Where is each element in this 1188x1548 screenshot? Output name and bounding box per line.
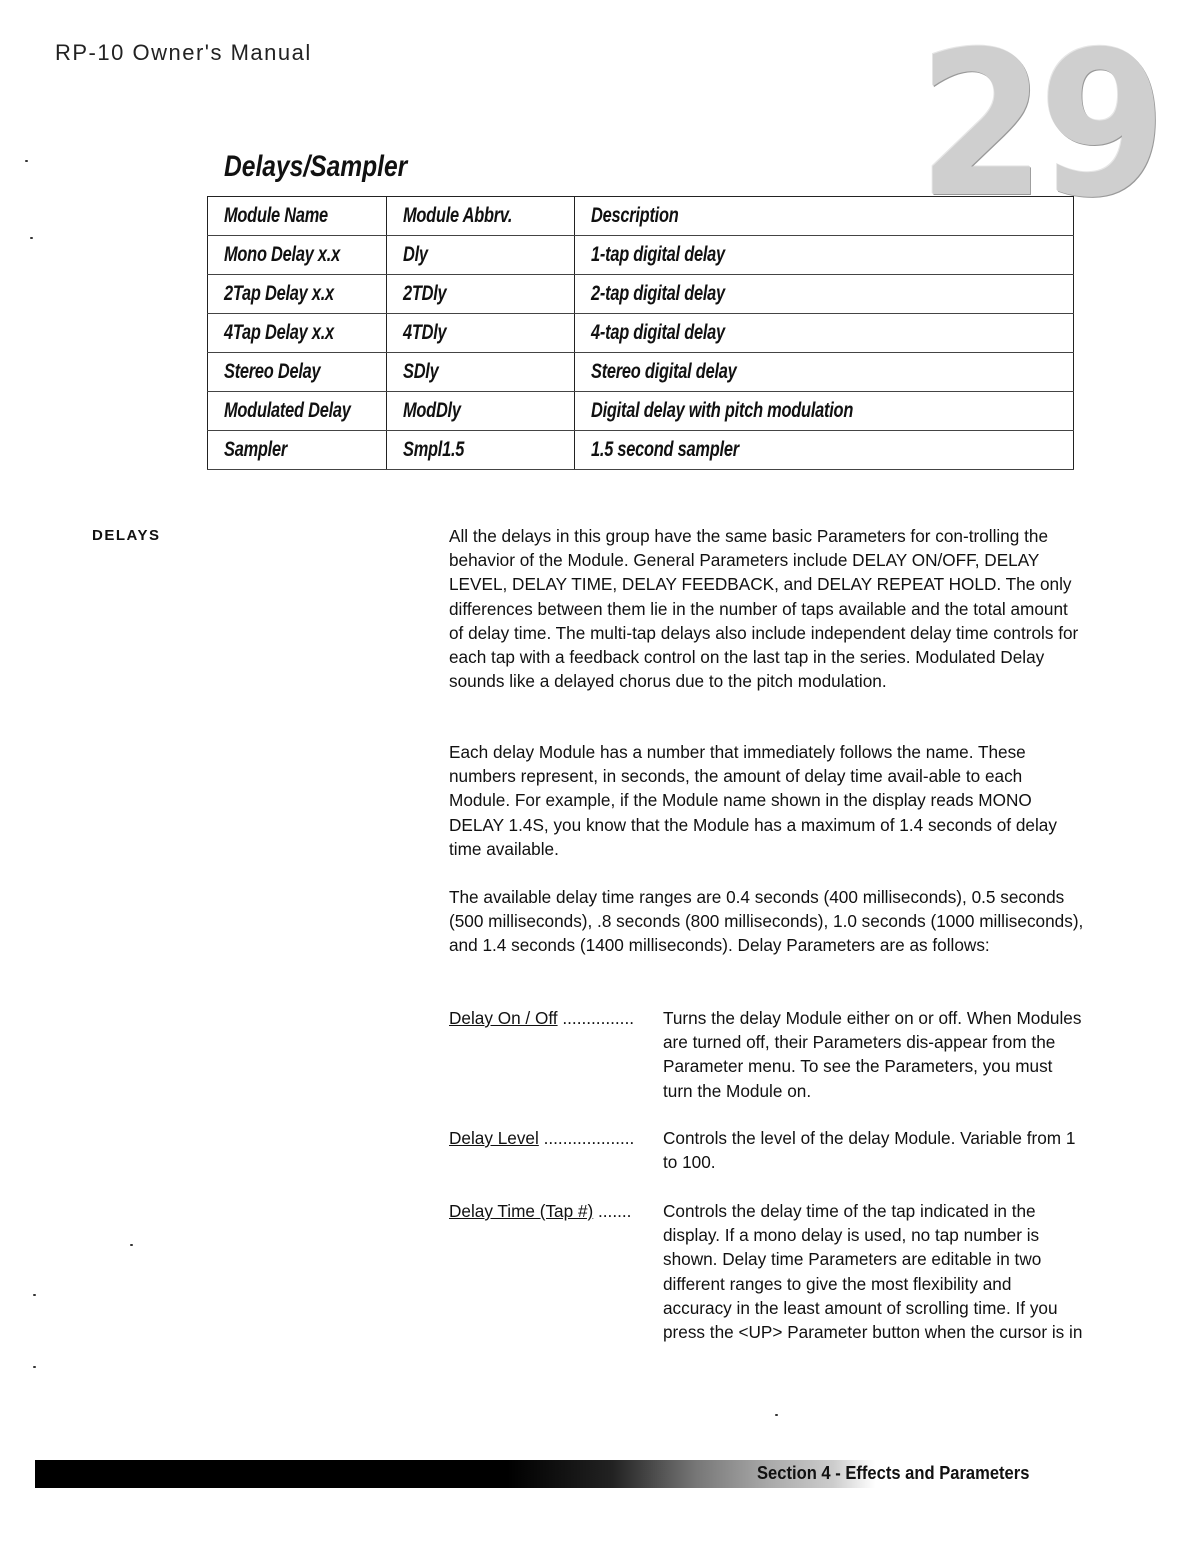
module-name-cell: 2Tap Delay x.x [208,275,387,314]
module-description-cell: 1-tap digital delay [575,236,1074,275]
module-description-cell: 4-tap digital delay [575,314,1074,353]
module-abbrv-cell: Dly [387,236,575,275]
module-name-cell: Mono Delay x.x [208,236,387,275]
manual-title: RP-10 Owner's Manual [55,40,312,65]
module-description-cell: 1.5 second sampler [575,431,1074,470]
module-name-cell: Stereo Delay [208,353,387,392]
module-table [207,196,1074,470]
scan-speck [775,1414,778,1416]
footer-section-label: Section 4 - Effects and Parameters [757,1463,1030,1483]
scan-speck [33,1366,36,1368]
module-abbrv-cell: SDly [387,353,575,392]
module-abbrv-cell: 4TDly [387,314,575,353]
scan-speck [33,1294,36,1296]
module-abbrv-cell: 2TDly [387,275,575,314]
table-row [208,236,1074,275]
module-name-cell: Modulated Delay [208,392,387,431]
page-number: 29 [918,9,1160,242]
table-row [208,431,1074,470]
parameter-term: Delay Level ................... [449,1128,635,1148]
parameter-term: Delay On / Off ............... [449,1008,634,1028]
intro-paragraph: All the delays in this group have the same basic Parameters for con-trolling the behavior of the Module. General Parameters include DELAY ON/OFF, DELAY LEVEL, DELAY TIME, DELAY FEEDBACK, and DELAY REPEAT HOLD. The only differences between them lie in the number of taps available and the total amount of delay time. The multi-tap delays also include independent delay time controls for each tap with a feedback control on the last tap in the series. Modulated Delay sounds like a delayed chorus due to the pitch modulation. [449,526,1079,692]
table-row [208,314,1074,353]
module-description-cell: Digital delay with pitch modulation [575,392,1074,431]
parameter-description: Turns the delay Module either on or off. When Modules are turned off, their Parameters dis-appear from the Parameter menu. To see the Parameters, you must turn the Module on. [663,1008,1082,1101]
module-name-cell: 4Tap Delay x.x [208,314,387,353]
table-row [208,353,1074,392]
parameter-description: Controls the delay time of the tap indicated in the display. If a mono delay is used, no tap number is shown. Delay time Parameters are editable in two different ranges to give the most flexibility and accuracy in the least amount of scrolling time. If you press the <UP> Parameter button when the cursor is in [663,1201,1083,1343]
module-abbrv-cell: ModDly [387,392,575,431]
scan-speck [25,160,28,162]
module-description-cell: 2-tap digital delay [575,275,1074,314]
scan-speck [130,1244,133,1246]
parameter-delay-time [449,1199,1089,1344]
parameter-term: Delay Time (Tap #) ....... [449,1201,632,1221]
time-ranges-paragraph: The available delay time ranges are 0.4 seconds (400 milliseconds), 0.5 seconds (500 milliseconds), .8 seconds (800 milliseconds), 1.0 seconds (1000 milliseconds), and 1.4 seconds (1400 milliseconds). Delay Parameters are as follows: [449,887,1084,956]
module-description-cell: Stereo digital delay [575,353,1074,392]
section-heading: Delays/Sampler [224,150,408,183]
scan-speck [30,237,33,239]
parameter-delay-level [449,1126,1089,1174]
header-description: Description [575,197,1074,236]
delays-side-label: DELAYS [92,527,161,544]
table-header-row [208,197,1074,236]
module-name-cell: Sampler [208,431,387,470]
header-module-name: Module Name [208,197,387,236]
parameter-description: Controls the level of the delay Module. Variable from 1 to 100. [663,1128,1076,1173]
parameter-delay-on-off [449,1006,1089,1103]
table-row [208,392,1074,431]
module-number-paragraph: Each delay Module has a number that immediately follows the name. These numbers represent, in seconds, the amount of delay time avail-able to each Module. For example, if the Module name shown in the display reads MONO DELAY 1.4S, you know that the Module has a maximum of 1.4 seconds of delay time available. [449,742,1057,859]
header-module-abbrv: Module Abbrv. [387,197,575,236]
table-row [208,275,1074,314]
module-abbrv-cell: Smpl1.5 [387,431,575,470]
